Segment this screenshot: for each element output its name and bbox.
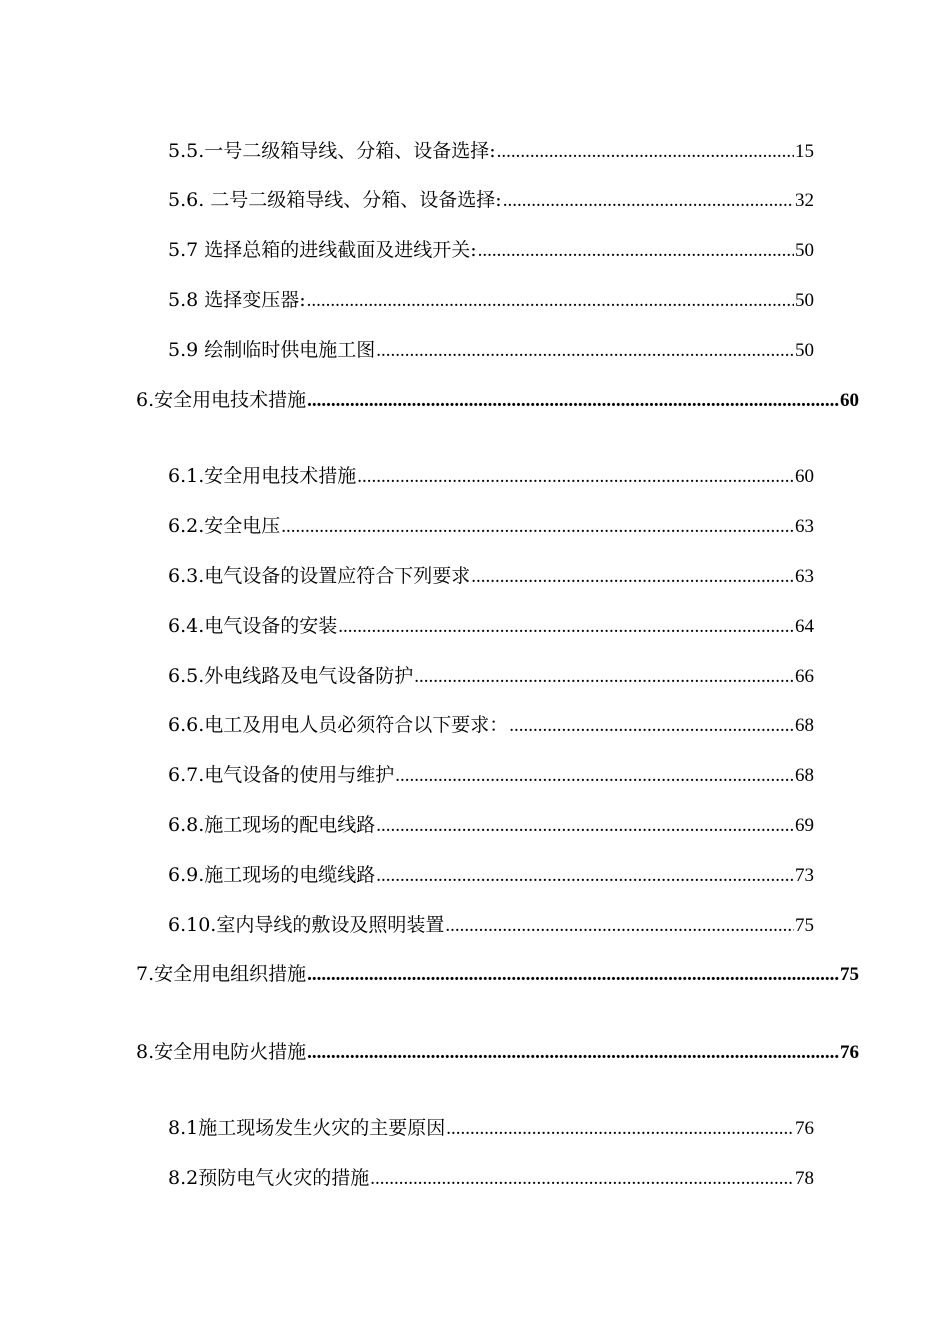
toc-leader-dots [307, 1041, 839, 1065]
toc-leader-dots [509, 714, 794, 738]
toc-entry-6-1[interactable] [168, 464, 814, 489]
toc-entry-label: 5.9 绘制临时供电施工图 [168, 339, 376, 361]
toc-page-number: 75 [795, 915, 814, 936]
toc-entry-label: 5.8 选择变压器: [168, 289, 306, 311]
toc-page-number: 75 [840, 964, 859, 985]
toc-leader-dots [376, 339, 794, 363]
toc-leader-dots [307, 389, 839, 413]
toc-entry-label: 5.5.一号二级箱导线、分箱、设备选择: [168, 140, 496, 162]
toc-entry-5-7[interactable] [168, 238, 814, 263]
toc-entry-6-8[interactable] [168, 813, 814, 838]
toc-leader-dots [471, 565, 794, 589]
toc-entry-5-8[interactable] [168, 288, 814, 313]
toc-page-number: 50 [795, 290, 814, 311]
toc-leader-dots [307, 963, 839, 987]
toc-page-number: 50 [795, 240, 814, 261]
toc-entry-label: 6.2.安全电压 [168, 515, 281, 537]
toc-leader-dots [357, 465, 794, 489]
toc-entry-8-1[interactable] [168, 1116, 814, 1141]
toc-entry-label: 6.10.室内导线的敷设及照明装置 [168, 914, 445, 936]
toc-entry-6-9[interactable] [168, 863, 814, 888]
toc-page-number: 68 [795, 715, 814, 736]
toc-entry-8[interactable] [136, 1040, 859, 1065]
toc-leader-dots [445, 914, 794, 938]
toc-entry-label: 6.8.施工现场的配电线路 [168, 814, 376, 836]
toc-page-number: 73 [795, 865, 814, 886]
toc-entry-6-10[interactable] [168, 913, 814, 938]
toc-page-number: 60 [795, 466, 814, 487]
toc-leader-dots [338, 615, 794, 639]
toc-entry-6-3[interactable] [168, 564, 814, 589]
toc-page-number: 66 [795, 666, 814, 687]
toc-entry-label: 6.7.电气设备的使用与维护 [168, 764, 395, 786]
toc-page-number: 60 [840, 390, 859, 411]
toc-entry-label: 8.1施工现场发生火灾的主要原因 [168, 1117, 446, 1139]
toc-page-number: 15 [795, 141, 814, 162]
toc-entry-6-6[interactable] [168, 713, 814, 738]
toc-entry-5-5[interactable] [168, 139, 814, 164]
toc-entry-6-7[interactable] [168, 763, 814, 788]
toc-entry-label: 5.7 选择总箱的进线截面及进线开关: [168, 239, 477, 261]
toc-page-number: 68 [795, 765, 814, 786]
toc-leader-dots [478, 239, 794, 263]
toc-entry-label: 8.2预防电气火灾的措施 [168, 1167, 370, 1189]
toc-entry-8-2[interactable] [168, 1166, 814, 1191]
toc-entry-5-6[interactable] [168, 188, 814, 213]
toc-leader-dots [376, 864, 794, 888]
toc-leader-dots [446, 1117, 794, 1141]
toc-entry-label: 8.安全用电防火措施 [136, 1041, 307, 1063]
toc-entry-7[interactable] [136, 962, 859, 987]
toc-leader-dots [497, 140, 794, 164]
toc-entry-6-5[interactable] [168, 664, 814, 689]
toc-entry-6[interactable] [136, 388, 859, 413]
toc-page-number: 63 [795, 516, 814, 537]
toc-entry-5-9[interactable] [168, 338, 814, 363]
toc-entry-label: 6.1.安全用电技术措施 [168, 465, 357, 487]
toc-entry-label: 6.3.电气设备的设置应符合下列要求 [168, 565, 471, 587]
toc-leader-dots [281, 515, 794, 539]
toc-entry-label: 6.9.施工现场的电缆线路 [168, 864, 376, 886]
toc-leader-dots [414, 665, 794, 689]
toc-page-number: 69 [795, 815, 814, 836]
toc-page-number: 32 [795, 190, 814, 211]
toc-page-number: 64 [795, 616, 814, 637]
toc-page-number: 76 [840, 1042, 859, 1063]
toc-leader-dots [370, 1167, 794, 1191]
toc-page-number: 63 [795, 566, 814, 587]
toc-entry-label: 6.安全用电技术措施 [136, 389, 307, 411]
toc-entry-label: 6.6.电工及用电人员必须符合以下要求： [168, 714, 509, 736]
toc-entry-label: 6.4.电气设备的安装 [168, 615, 338, 637]
toc-leader-dots [395, 764, 794, 788]
toc-entry-label: 7.安全用电组织措施 [136, 963, 307, 985]
toc-page-number: 50 [795, 340, 814, 361]
toc-entry-label: 5.6. 二号二级箱导线、分箱、设备选择: [168, 189, 502, 211]
toc-page-number: 76 [795, 1118, 814, 1139]
toc-entry-6-4[interactable] [168, 614, 814, 639]
toc-page-number: 78 [795, 1168, 814, 1189]
toc-entry-label: 6.5.外电线路及电气设备防护 [168, 665, 414, 687]
toc-leader-dots [376, 814, 794, 838]
toc-leader-dots [307, 289, 794, 313]
toc-entry-6-2[interactable] [168, 514, 814, 539]
toc-leader-dots [503, 189, 794, 213]
